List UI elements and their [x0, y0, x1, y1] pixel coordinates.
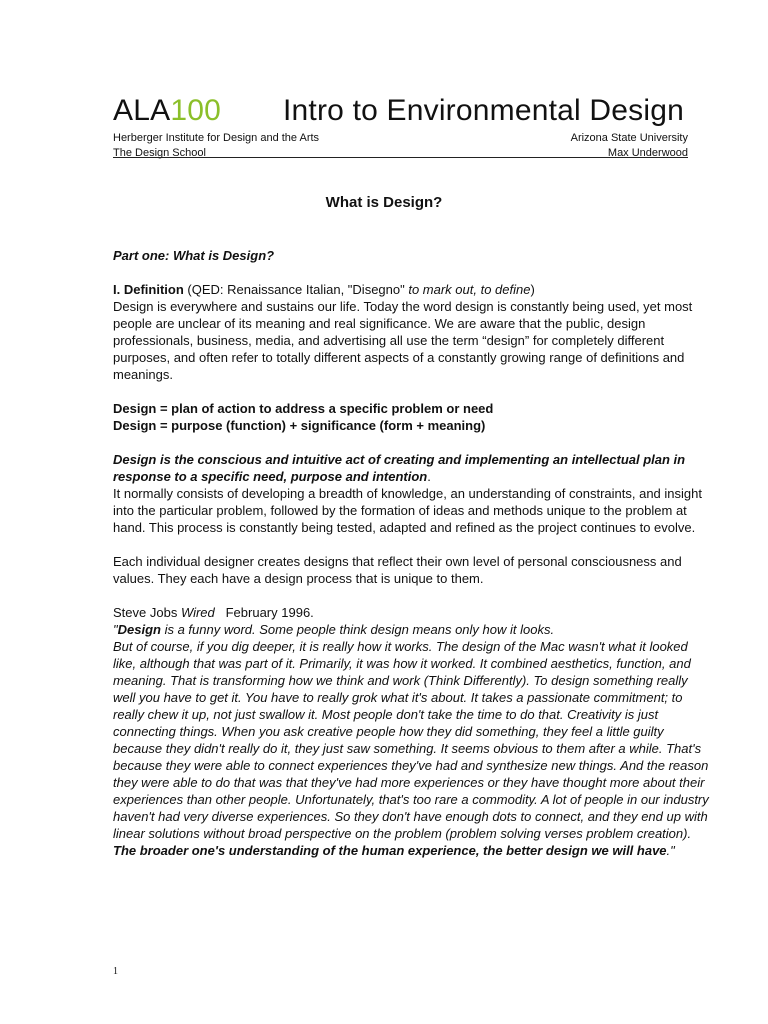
- etymology-suffix: ): [530, 282, 535, 297]
- definition-paragraph: Design is everywhere and sustains our life. Today the word design is constantly being used, yet most people are unclear of its meaning and real significance. We are aware that the public, design professionals, business, media, and advertising all use the term “design” for completely different purposes, and often refer to totally different aspects of a constantly growing range of definitions and meanings.: [113, 299, 693, 382]
- school-name: The Design School: [113, 147, 206, 159]
- definition-heading: [113, 281, 713, 298]
- quote-closing-bold: The broader one's understanding of the human experience, the better design we will have: [113, 843, 667, 858]
- individual-paragraph: Each individual designer creates designs that reflect their own level of personal consciousness and values. They each have a design process that is unique to them.: [113, 554, 682, 586]
- instructor-name: Max Underwood: [607, 147, 688, 159]
- quote-first-rest: is a funny word. Some people think design means only how it looks.: [160, 622, 555, 637]
- part-one-heading: Part one: What is Design?: [113, 248, 275, 263]
- course-heading: [113, 92, 685, 130]
- document-body: [113, 247, 713, 859]
- course-code-prefix: ALA: [113, 94, 171, 127]
- quote-author: Steve Jobs: [113, 605, 181, 620]
- university-name: Arizona State University: [570, 132, 688, 144]
- quote-close-mark: .": [666, 843, 675, 858]
- course-name: Intro to Environmental Design: [283, 94, 685, 127]
- equation-line: Design = plan of action to address a specific problem or need: [113, 401, 494, 416]
- quote-attribution: [113, 604, 713, 621]
- definition-label: I. Definition: [113, 282, 184, 297]
- page-number: 1: [113, 966, 118, 977]
- quote-design-word: Design: [117, 622, 161, 637]
- quote-body: [113, 638, 713, 859]
- conscious-statement: [113, 451, 713, 485]
- document-title: What is Design?: [325, 194, 443, 211]
- quote-body-text: But of course, if you dig deeper, it is really how it works. The design of the Mac wasn't what it looked like, although that was part of it. Primarily, it was how it worked. It combined aesthetics, function, and meaning. That is transforming how we think and work (Think Differently). To design something really well you have to get it. You have to really grok what it's about. It takes a passionate commitment; to really chew it up, not just swallow it. Most people don't take the time to do that. Creativity is just connecting things. When you ask creative people how they did something, they feel a little guilty because they didn't really do it, they just saw something. It seems obvious to them after a while. That's because they were able to connect experiences they've had and synthesize new things. And the reason they were able to do that was that they've had more experiences or they have thought more about their experiences than other people. Unfortunately, that's too rare a commodity. A lot of people in our industry haven't had very diverse experiences. So they don't have enough dots to connect, and they end up with linear solutions without broad perspective on the problem (problem solving verses problem creation).: [113, 639, 709, 841]
- quote-source: Wired: [180, 605, 215, 620]
- header-rule: [113, 157, 688, 158]
- conscious-end: .: [427, 469, 431, 484]
- quote-first-line: [113, 621, 713, 638]
- course-code-number: 100: [170, 94, 221, 127]
- equation-line: Design = purpose (function) + significance (form + meaning): [113, 418, 486, 433]
- conscious-definition: Design is the conscious and intuitive act of creating and implementing an intellectual plan in response to a specific need, purpose and intention: [113, 452, 686, 484]
- quote-date: February 1996.: [214, 605, 314, 620]
- institute-name: Herberger Institute for Design and the Arts: [113, 132, 320, 144]
- conscious-paragraph: It normally consists of developing a breadth of knowledge, an understanding of constraints, and insight into the particular problem, followed by the formation of ideas and methods unique to the problem at hand. This process is constantly being tested, adapted and refined as the project continues to evolve.: [113, 486, 702, 535]
- quote-open-mark: ": [113, 622, 118, 637]
- etymology-prefix: (QED: Renaissance Italian, "Disegno": [183, 282, 409, 297]
- etymology-italic: to mark out, to define: [408, 282, 531, 297]
